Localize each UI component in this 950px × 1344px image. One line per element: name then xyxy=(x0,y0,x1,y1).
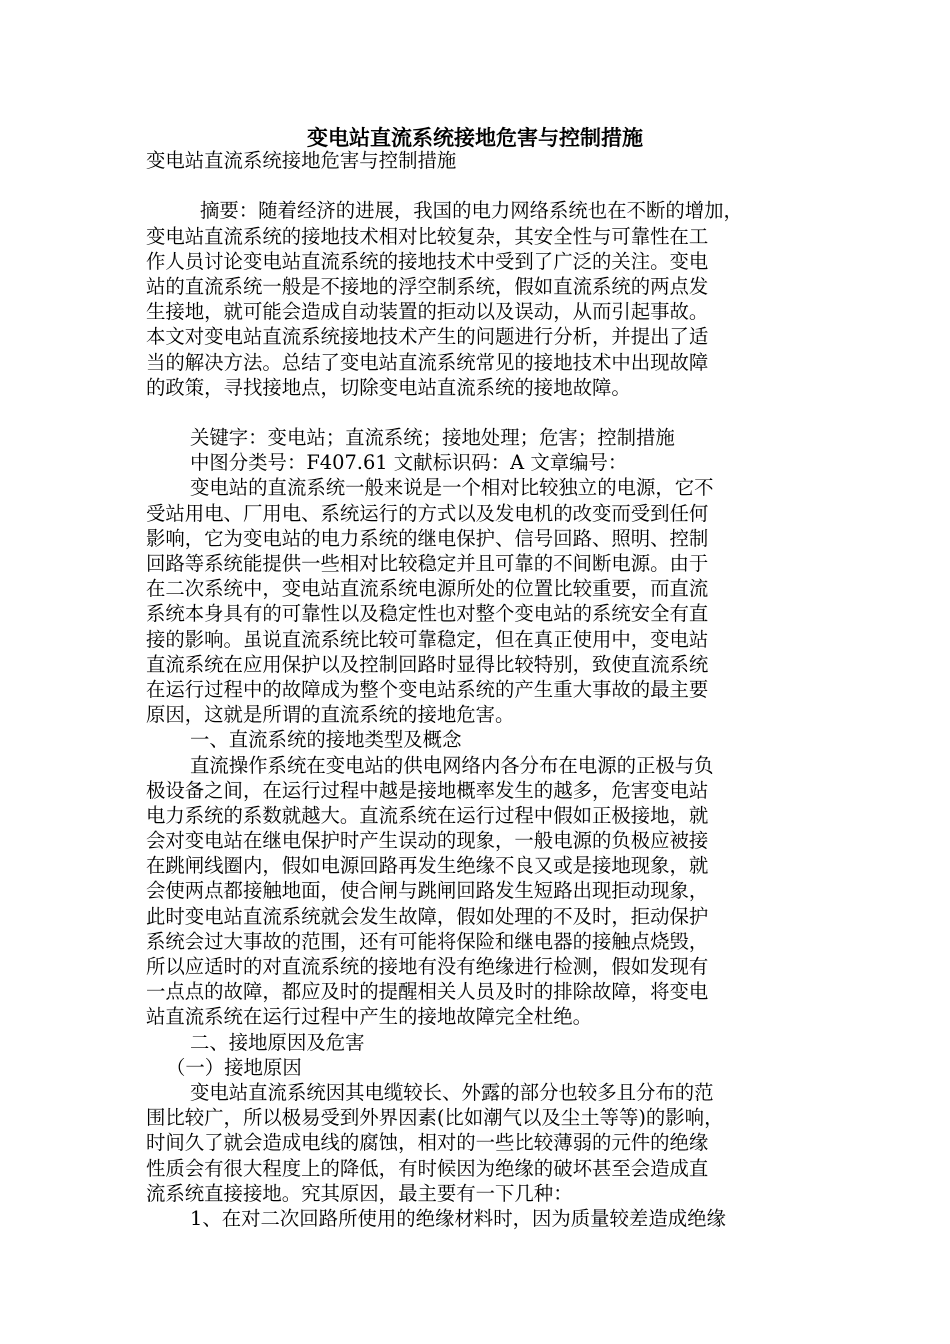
text-line: 站直流系统在运行过程中产生的接地故障完全杜绝。 xyxy=(146,1005,592,1029)
text-line: 本文对变电站直流系统接地技术产生的问题进行分析，并提出了适 xyxy=(146,325,709,349)
text-line: 在运行过程中的故障成为整个变电站系统的产生重大事故的最主要 xyxy=(146,677,709,701)
text-line: 直流操作系统在变电站的供电网络内各分布在电源的正极与负 xyxy=(190,753,714,777)
text-line: 中图分类号：F407.61 文献标识码：A 文章编号： xyxy=(190,451,628,475)
text-line: 原因，这就是所谓的直流系统的接地危害。 xyxy=(146,703,515,727)
text-line: 直流系统在应用保护以及控制回路时显得比较特别，致使直流系统 xyxy=(146,652,709,676)
text-line: 1、在对二次回路所使用的绝缘材料时，因为质量较差造成绝缘 xyxy=(190,1206,726,1230)
blank-line xyxy=(146,173,826,198)
text-line: 关键字：变电站；直流系统；接地处理；危害；控制措施 xyxy=(190,426,675,450)
text-line: 生接地，就可能会造成自动装置的拒动以及误动，从而引起事故。 xyxy=(146,300,709,324)
text-line: 会对变电站在继电保护时产生误动的现象，一般电源的负极应被接 xyxy=(146,829,709,853)
text-line: 回路等系统能提供一些相对比较稳定并且可靠的不间断电源。由于 xyxy=(146,552,709,575)
text-line: 接的影响。虽说直流系统比较可靠稳定，但在真正使用中，变电站 xyxy=(146,627,709,651)
text-line: 性质会有很大程度上的降低，有时候因为绝缘的破坏甚至会造成直 xyxy=(146,1156,709,1180)
text-line: 此时变电站直流系统就会发生故障，假如处理的不及时，拒动保护 xyxy=(146,904,709,928)
document-title: 变电站直流系统接地危害与控制措施 xyxy=(307,125,643,150)
text-line: 变电站直流系统接地危害与控制措施 xyxy=(146,149,457,172)
text-line: 流系统直接接地。究其原因，最主要有一下几种： xyxy=(146,1181,573,1205)
text-line: （一）接地原因 xyxy=(166,1055,302,1079)
text-line: 围比较广，所以极易受到外界因素(比如潮气以及尘土等等)的影响， xyxy=(146,1106,724,1130)
text-line: 受站用电、厂用电、系统运行的方式以及发电机的改变而受到任何 xyxy=(146,501,709,525)
text-line: 变电站直流系统的接地技术相对比较复杂，其安全性与可靠性在工 xyxy=(146,224,709,248)
text-line: 变电站直流系统因其电缆较长、外露的部分也较多且分布的范 xyxy=(190,1080,714,1104)
text-line: 二、接地原因及危害 xyxy=(190,1030,365,1054)
document-body xyxy=(146,148,826,1231)
text-line: 所以应适时的对直流系统的接地有没有绝缘进行检测，假如发现有 xyxy=(146,955,709,978)
text-line: 的政策，寻找接地点，切除变电站直流系统的接地故障。 xyxy=(146,375,631,399)
text-line: 影响，它为变电站的电力系统的继电保护、信号回路、照明、控制 xyxy=(146,526,709,550)
text-line: 系统本身具有的可靠性以及稳定性也对整个变电站的系统安全有直 xyxy=(146,602,709,626)
text-line: 站的直流系统一般是不接地的浮空制系统，假如直流系统的两点发 xyxy=(146,274,709,298)
text-line: 摘要：随着经济的进展，我国的电力网络系统也在不断的增加， xyxy=(200,199,743,223)
text-line: 极设备之间，在运行过程中越是接地概率发生的越多，危害变电站 xyxy=(146,778,709,802)
text-line: 在跳闸线圈内，假如电源回路再发生绝缘不良又或是接地现象，就 xyxy=(146,854,709,878)
text-line: 一、直流系统的接地类型及概念 xyxy=(190,728,462,752)
text-line: 作人员讨论变电站直流系统的接地技术中受到了广泛的关注。变电 xyxy=(146,249,709,273)
text-line: 会使两点都接触地面，使合闸与跳闸回路发生短路出现拒动现象， xyxy=(146,879,709,903)
text-line: 电力系统的系数就越大。直流系统在运行过程中假如正极接地，就 xyxy=(146,803,709,827)
text-line: 一点点的故障，都应及时的提醒相关人员及时的排除故障，将变电 xyxy=(146,980,709,1004)
text-line: 变电站的直流系统一般来说是一个相对比较独立的电源，它不 xyxy=(190,476,714,500)
text-line: 系统会过大事故的范围，还有可能将保险和继电器的接触点烧毁， xyxy=(146,929,709,953)
text-line: 时间久了就会造成电线的腐蚀，相对的一些比较薄弱的元件的绝缘 xyxy=(146,1131,709,1155)
blank-line xyxy=(146,400,826,425)
text-line: 当的解决方法。总结了变电站直流系统常见的接地技术中出现故障 xyxy=(146,350,709,374)
text-line: 在二次系统中，变电站直流系统电源所处的位置比较重要，而直流 xyxy=(146,577,709,601)
